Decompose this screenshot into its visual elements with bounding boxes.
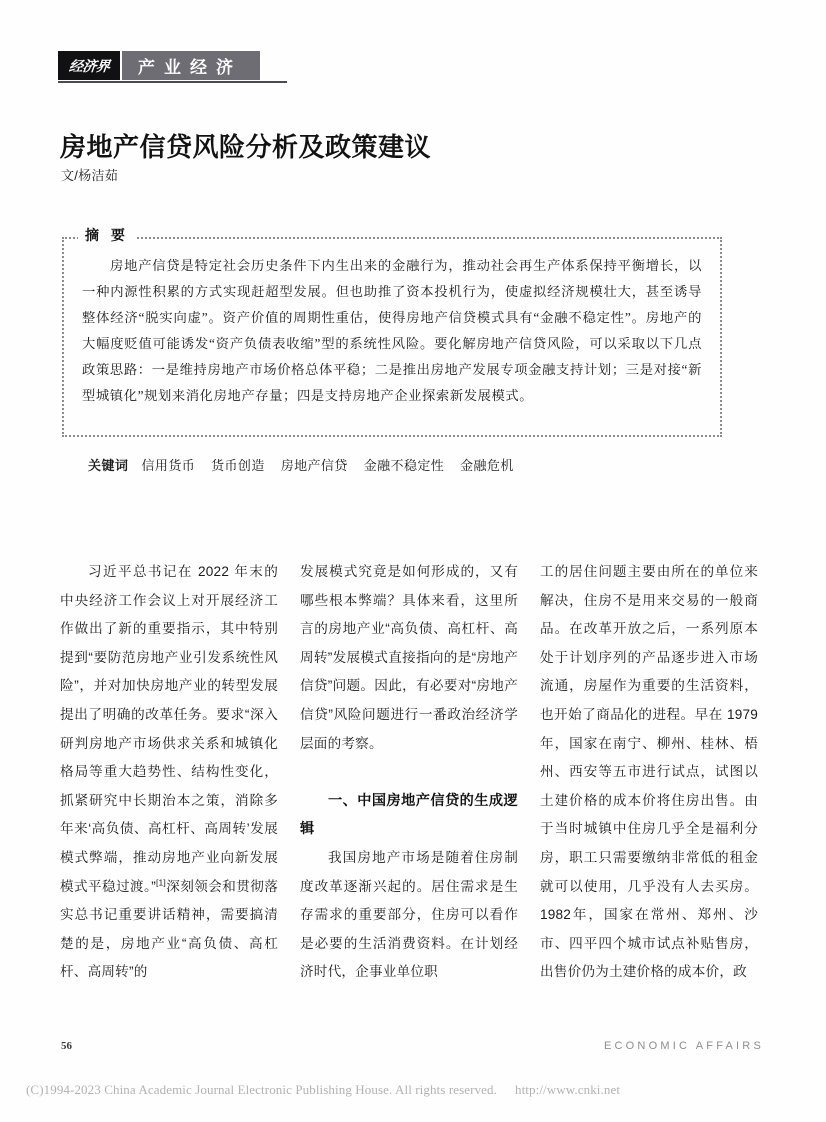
keyword-item: 房地产信贷 — [280, 458, 348, 473]
abstract-label: 摘 要 — [78, 225, 136, 245]
cnki-copyright-line — [26, 1082, 620, 1098]
section-heading: 一、中国房地产信贷的生成逻辑 — [300, 792, 518, 838]
paragraph-continuation: 发展模式究竟是如何形成的，又有哪些根本弊端？具体来看，这里所言的房地产业“高负债、高杠杆、高周转”发展模式直接指向的是“房地产信贷”问题。因此，有必要对“房地产信贷”风险问题进行一番政治经济学层面的考察。 — [300, 564, 518, 751]
paragraph-continuation: 工的居住问题主要由所在的单位来解决，住房不是用来交易的一般商品。在改革开放之后，一系列原本处于计划序列的产品逐步进入市场流通，房屋作为重要的生活资料，也开始了商品化的进程。早在 1979 年，国家在南宁、柳州、桂林、梧州、西安等五市进行试点，试图以土建价格的成本价将住房出售。由于当时城镇中住房几乎全是福利分房，职工只需要缴纳非常低的租金就可以使用，几乎没有人去买房。1982年，国家在常州、郑州、沙市、四平四个城市试点补贴售房，出售价仍为土建价格的成本价，政 — [540, 564, 758, 980]
journal-logo — [58, 51, 122, 80]
paragraph-text-continued: 深刻领会和贯彻落实总书记重要讲话精神，需要搞清楚的是，房地产业“高负债、高杠杆、高周转”的 — [60, 878, 278, 980]
page-number: 56 — [61, 1040, 72, 1052]
keyword-item: 货币创造 — [211, 458, 265, 473]
masthead-banner — [58, 51, 260, 80]
journal-footer-brand: ECONOMIC AFFAIRS — [604, 1040, 764, 1052]
article-title: 房地产信贷风险分析及政策建议 — [60, 132, 432, 162]
keywords-row — [88, 455, 514, 474]
cnki-url: http://www.cnki.net — [515, 1082, 621, 1097]
keyword-item: 信用货币 — [141, 458, 196, 473]
paragraph: 我国房地产市场是随着住房制度改革逐渐兴起的。居住需求是生存需求的重要部分，住房可以看作是必要的生活消费资料。在计划经济时代，企事业单位职 — [300, 849, 518, 980]
abstract-section — [62, 227, 722, 437]
paragraph — [60, 558, 278, 987]
keyword-item: 金融不稳定性 — [363, 458, 445, 473]
article-author: 文/杨洁茹 — [61, 168, 119, 183]
journal-logo-text: 经济界 — [67, 59, 110, 75]
paragraph-text: 习近平总书记在 2022 年末的中央经济工作会议上对开展经济工作做出了新的重要指示，其中特别提到“要防范房地产业引发系统性风险”，并对加快房地产业的转型发展提出了明确的改革任务。要求“深入研判房地产市场供求关系和城镇化格局等重大趋势性、结构性变化，抓紧研究中长期治本之策，消除多年来‘高负债、高杠杆、高周转’发展模式弊端，推动房地产业向新发展模式平稳过渡。” — [60, 564, 278, 894]
abstract-text: 房地产信贷是特定社会历史条件下内生出来的金融行为，推动社会再生产体系保持平衡增长，以一种内源性积累的方式实现赶超型发展。但也助推了资本投机行为，使虚拟经济规模壮大，甚至诱导整体经济“脱实向虚”。资产价值的周期性重估，使得房地产信贷模式具有“金融不稳定性”。房地产的大幅度贬值可能诱发“资产负债表收缩”型的系统性风险。要化解房地产信贷风险，可以采取以下几点政策思路：一是维持房地产市场价格总体平稳；二是推出房地产发展专项金融支持计划；三是对接“新型城镇化”规划来消化房地产存量；四是支持房地产企业探索新发展模式。 — [82, 258, 702, 403]
keyword-item: 金融危机 — [460, 458, 514, 473]
cnki-copyright-text: (C)1994-2023 China Academic Journal Electronic Publishing House. All rights reserved. — [26, 1082, 497, 1097]
body-column-3 — [540, 558, 758, 1018]
section-band — [122, 51, 260, 80]
paragraph-gap — [300, 758, 518, 787]
body-column-2 — [300, 558, 518, 1018]
masthead-underline — [58, 81, 287, 83]
section-label: 产业经济 — [138, 58, 242, 77]
keywords-label: 关键词 — [88, 458, 129, 473]
body-column-1 — [60, 558, 278, 1018]
body-columns — [60, 558, 760, 1018]
citation-marker: [1] — [155, 877, 166, 887]
